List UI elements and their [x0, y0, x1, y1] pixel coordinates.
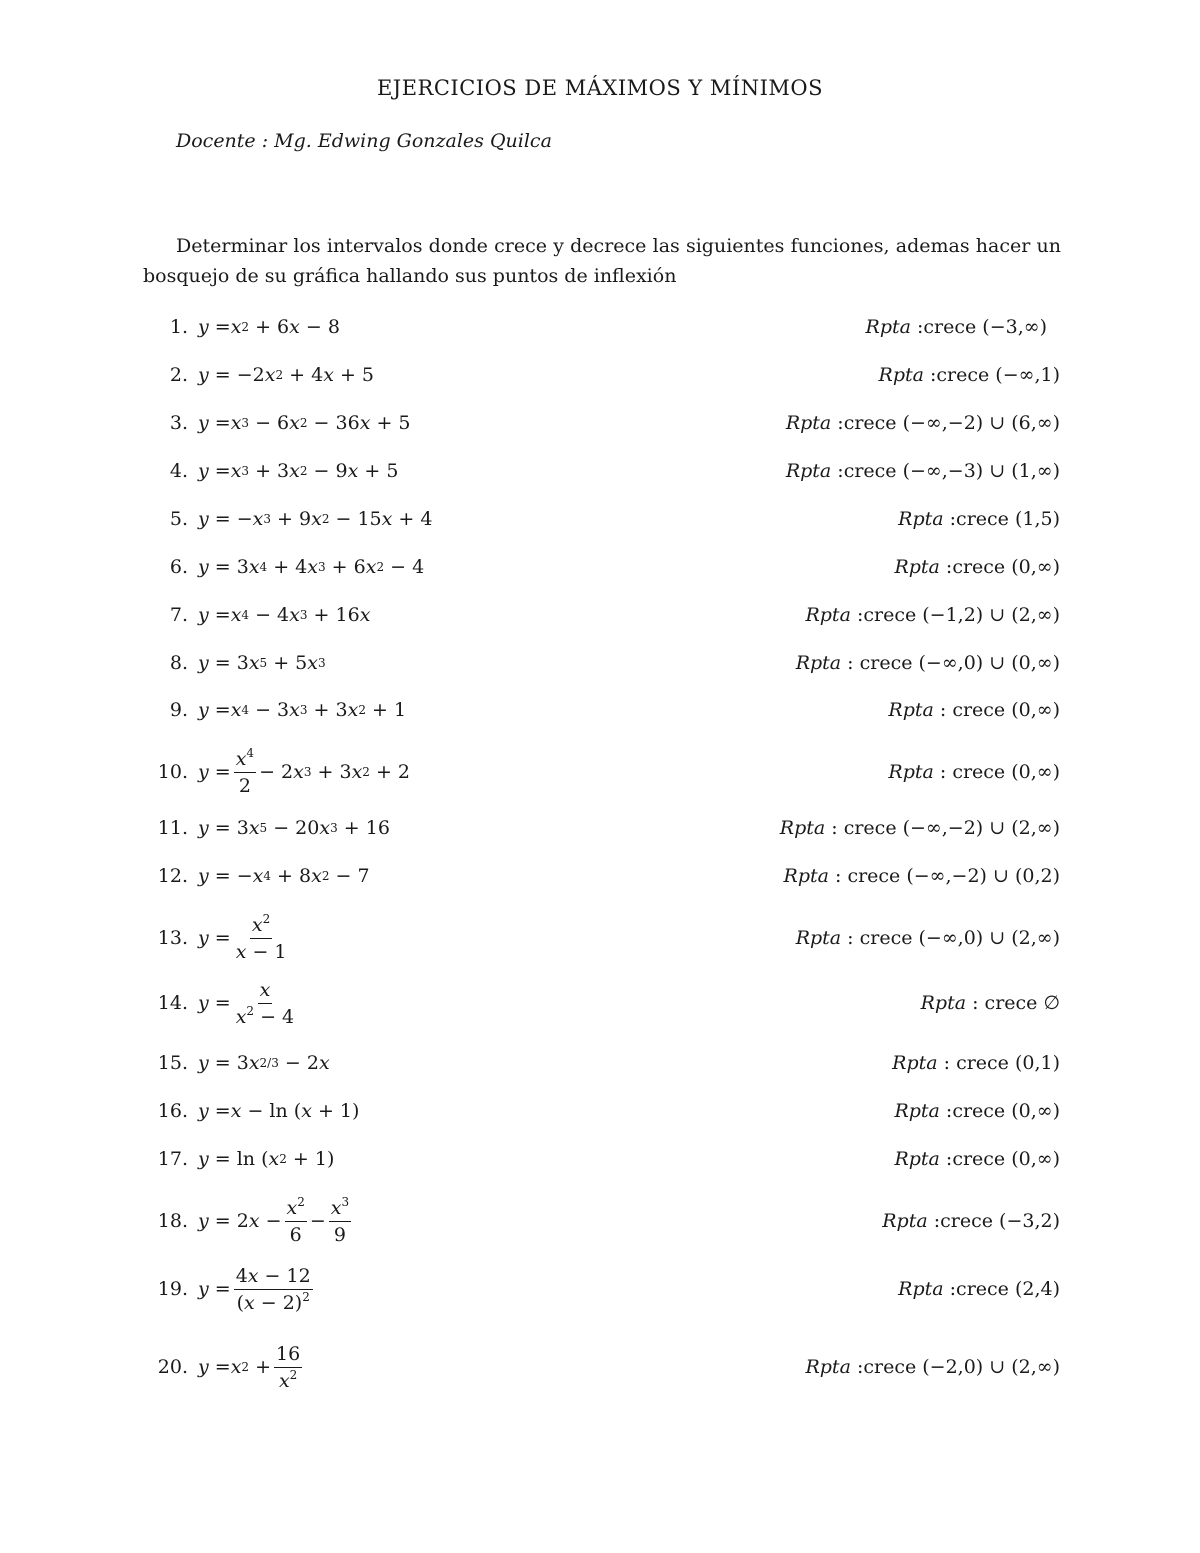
exercise-answer: Rpta : crece (−∞,−2) ∪ (0,2) [783, 865, 1060, 887]
exercise-answer: Rpta :crece (−1,2) ∪ (2,∞) [805, 604, 1060, 626]
exercise-item [0, 1264, 1200, 1314]
exercise-number: 16. [157, 1100, 188, 1122]
exercise-answer: Rpta : crece (0,∞) [888, 699, 1060, 721]
exercise-number: 3. [169, 412, 188, 434]
exercise-item [0, 978, 1200, 1028]
exercise-answer: Rpta :crece (1,5) [898, 508, 1060, 530]
exercise-number: 7. [169, 604, 188, 626]
exercise-answer: Rpta : crece (0,∞) [888, 761, 1060, 783]
exercise-item [0, 312, 1200, 342]
exercise-function: y = 3 x 2/3 − 2 x [198, 1052, 330, 1074]
exercise-function: y = x 3 + 3 x 2 − 9 x + 5 [198, 460, 399, 482]
exercise-answer: Rpta :crece (0,∞) [894, 1148, 1060, 1170]
exercise-answer: Rpta :crece (−3,∞) [865, 316, 1047, 338]
exercise-item [0, 695, 1200, 725]
exercise-item [0, 504, 1200, 534]
instructions-paragraph: Determinar los intervalos donde crece y decrece las siguientes funciones, ademas hacer un bosquejo de su gráfica hallando sus puntos de inflexión [143, 235, 1061, 287]
exercise-answer: Rpta : crece (−∞,0) ∪ (2,∞) [795, 927, 1060, 949]
exercise-item [0, 1144, 1200, 1174]
exercise-function: y = 2 x − $\frac{x^2}{6}$ − $\frac{x^3}{9}$ [198, 1194, 350, 1246]
exercise-answer: Rpta :crece (2,4) [898, 1278, 1060, 1300]
exercise-number: 20. [157, 1356, 188, 1378]
exercise-answer: Rpta : crece (−∞,0) ∪ (0,∞) [795, 652, 1060, 674]
exercise-function: y = x 4 − 3 x 3 + 3 x 2 + 1 [198, 699, 407, 721]
exercise-item [0, 813, 1200, 843]
exercise-item [0, 600, 1200, 630]
exercise-number: 2. [169, 364, 188, 386]
exercise-answer: Rpta : crece (−∞,−2) ∪ (2,∞) [779, 817, 1060, 839]
exercise-function: y = x 4 − 4 x 3 + 16 x [198, 604, 371, 626]
exercise-answer: Rpta :crece (0,∞) [894, 1100, 1060, 1122]
exercise-item [0, 861, 1200, 891]
exercise-function: y = $\frac{x^2}{x - 1}$ [198, 911, 287, 963]
exercise-number: 10. [157, 761, 188, 783]
exercise-function: y = x 2 + $\frac{16}{x^2}$ [198, 1342, 301, 1392]
exercise-function: y = − x 3 + 9 x 2 − 15 x + 4 [198, 508, 433, 530]
exercise-number: 18. [157, 1210, 188, 1232]
exercise-function: y = x 2 + 6 x − 8 [198, 316, 340, 338]
exercise-item [0, 1342, 1200, 1392]
exercise-function: y = $\frac{x}{x^2 - 4}$ [198, 978, 295, 1028]
exercise-answer: Rpta : crece ∅ [920, 992, 1060, 1014]
exercise-item [0, 552, 1200, 582]
exercise-number: 11. [157, 817, 188, 839]
document-title: EJERCICIOS DE MÁXIMOS Y MÍNIMOS [376, 76, 824, 100]
exercise-number: 15. [157, 1052, 188, 1074]
exercise-answer: Rpta : crece (0,1) [892, 1052, 1060, 1074]
exercise-item [0, 408, 1200, 438]
exercise-number: 19. [157, 1278, 188, 1300]
exercise-item [0, 1194, 1200, 1246]
exercise-number: 9. [169, 699, 188, 721]
exercise-item [0, 1096, 1200, 1126]
exercise-function: y = ln ( x 2 + 1) [198, 1148, 335, 1170]
exercise-function: y = 3 x 5 + 5 x 3 [198, 652, 326, 674]
exercise-item [0, 1048, 1200, 1078]
exercise-function: y = $\frac{4x - 12}{(x - 2)^2}$ [198, 1264, 311, 1314]
exercise-function: y = x 3 − 6 x 2 − 36 x + 5 [198, 412, 411, 434]
exercise-number: 6. [169, 556, 188, 578]
exercise-item [0, 648, 1200, 678]
exercise-item [0, 745, 1200, 797]
exercise-number: 8. [169, 652, 188, 674]
exercise-item [0, 456, 1200, 486]
exercise-number: 14. [157, 992, 188, 1014]
exercise-answer: Rpta :crece (−∞,1) [878, 364, 1060, 386]
exercise-function: y = 3 x 5 − 20 x 3 + 16 [198, 817, 390, 839]
exercise-answer: Rpta :crece (−3,2) [882, 1210, 1060, 1232]
exercise-function: y = x − ln ( x + 1) [198, 1100, 360, 1122]
exercise-function: y = 3 x 4 + 4 x 3 + 6 x 2 − 4 [198, 556, 425, 578]
exercise-item [0, 360, 1200, 390]
exercise-number: 12. [157, 865, 188, 887]
exercise-number: 1. [169, 316, 188, 338]
exercise-function: y = − x 4 + 8 x 2 − 7 [198, 865, 370, 887]
exercise-number: 17. [157, 1148, 188, 1170]
exercise-number: 13. [157, 927, 188, 949]
teacher-name: Docente : Mg. Edwing Gonzales Quilca [176, 130, 552, 152]
exercise-item [0, 911, 1200, 963]
exercise-answer: Rpta :crece (−∞,−3) ∪ (1,∞) [785, 460, 1060, 482]
exercise-number: 4. [169, 460, 188, 482]
exercise-answer: Rpta :crece (0,∞) [894, 556, 1060, 578]
exercise-answer: Rpta :crece (−∞,−2) ∪ (6,∞) [785, 412, 1060, 434]
exercise-answer: Rpta :crece (−2,0) ∪ (2,∞) [805, 1356, 1060, 1378]
exercise-function: y = −2 x 2 + 4 x + 5 [198, 364, 375, 386]
exercise-number: 5. [169, 508, 188, 530]
exercise-function: y = $\frac{x^4}{2}$ − 2 x 3 + 3 x 2 + 2 [198, 745, 411, 797]
